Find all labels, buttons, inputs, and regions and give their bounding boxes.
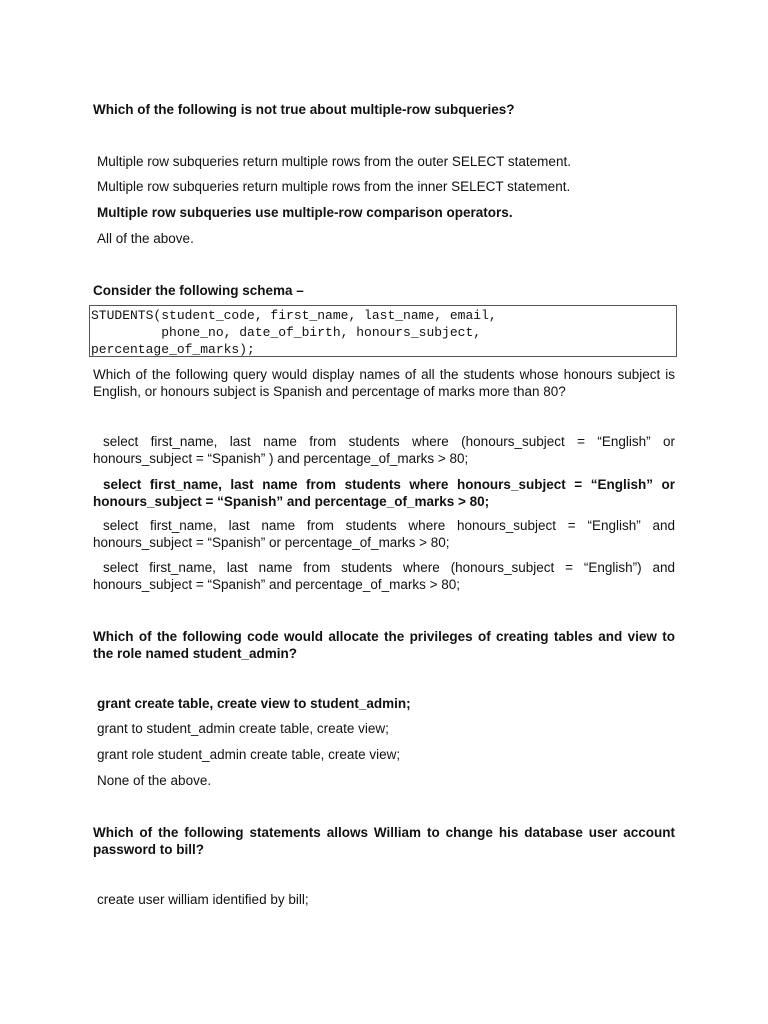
q2-option-4: select first_name, last name from students where (honours_subject = “English”) and honours_subject = “Spanish” and percentage_of_marks > 80; [93,560,675,592]
q1-option-1: Multiple row subqueries return multiple rows from the outer SELECT statement. [97,154,571,169]
q1-option-2: Multiple row subqueries return multiple rows from the inner SELECT statement. [97,179,571,194]
q3-option-3: grant role student_admin create table, create view; [97,747,401,762]
q3-option-1-answer: grant create table, create view to student_admin; [97,696,411,711]
q3-option-2: grant to student_admin create table, create view; [97,721,389,736]
q3-option-4: None of the above. [97,773,212,788]
q4-option-1: create user william identified by bill; [97,892,309,907]
q2-option-2-answer: select first_name, last name from students where honours_subject = “English” or honours_subject = “Spanish” and percentage_of_marks > 80; [93,477,675,509]
schema-code-block: STUDENTS(student_code, first_name, last_name, email, phone_no, date_of_birth, honours_subject, percentage_of_marks); [89,305,677,357]
q2-option-3: select first_name, last name from students where honours_subject = “English” and honours_subject = “Spanish” or percentage_of_marks > 80; [93,518,675,550]
question-4-text: Which of the following statements allows William to change his database user account password to bill? [93,825,675,857]
question-1-text: Which of the following is not true about multiple-row subqueries? [93,102,515,117]
q1-option-4: All of the above. [97,231,194,246]
q2-option-1: select first_name, last name from students where (honours_subject = “English” or honours_subject = “Spanish” ) and percentage_of_marks > 80; [93,434,675,466]
question-2-text: Which of the following query would display names of all the students whose honours subject is English, or honours subject is Spanish and percentage of marks more than 80? [93,367,675,399]
question-2-intro: Consider the following schema – [93,283,304,298]
q1-option-3-answer: Multiple row subqueries use multiple-row comparison operators. [97,205,513,220]
question-3-text: Which of the following code would allocate the privileges of creating tables and view to the role named student_admin? [93,629,675,661]
